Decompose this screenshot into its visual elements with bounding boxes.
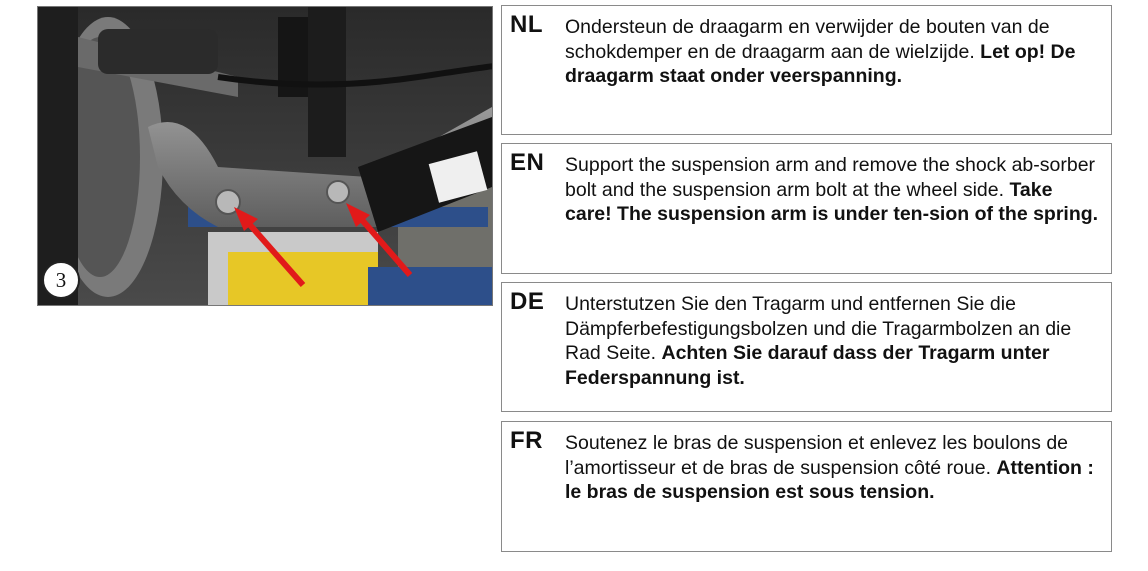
language-code: EN — [510, 149, 545, 176]
instruction-body: Soutenez le bras de suspension et enlevez les boulons de l’amortisseur et de bras de suspension côté roue. — [565, 432, 1069, 479]
step-number-badge: 3 — [42, 261, 80, 299]
instruction-box-de — [501, 282, 1112, 412]
instruction-body: Unterstutzen Sie den Tragarm und entfernen Sie die Dämpferbefestigungsbolzen und die Tragarmbolzen an die Rad Seite. — [565, 293, 1072, 364]
instruction-text — [565, 431, 1099, 505]
instruction-box-nl — [501, 5, 1112, 135]
instruction-text — [565, 153, 1099, 227]
instruction-box-fr — [501, 421, 1112, 552]
language-code: DE — [510, 288, 545, 315]
instruction-warning: Attention : le bras de suspension est sous tension. — [565, 456, 1094, 503]
instruction-warning: Let op! De draagarm staat onder veerspanning. — [565, 40, 1076, 87]
language-code: NL — [510, 11, 543, 38]
language-code: FR — [510, 427, 543, 454]
instruction-box-en — [501, 143, 1112, 274]
instruction-text — [565, 15, 1099, 89]
instruction-text — [565, 292, 1099, 390]
instruction-warning: Achten Sie darauf dass der Tragarm unter Federspannung ist. — [565, 342, 1050, 389]
suspension-photo-illustration — [38, 7, 492, 305]
instruction-warning: Take care! The suspension arm is under ten-sion of the spring. — [565, 178, 1099, 225]
instruction-body: Support the suspension arm and remove the shock ab-sorber bolt and the suspension arm bolt at the wheel side. — [565, 154, 1096, 201]
instruction-photo — [37, 6, 493, 306]
instruction-body: Ondersteun de draagarm en verwijder de bouten van de schokdemper en de draagarm aan de wielzijde. — [565, 16, 1050, 63]
